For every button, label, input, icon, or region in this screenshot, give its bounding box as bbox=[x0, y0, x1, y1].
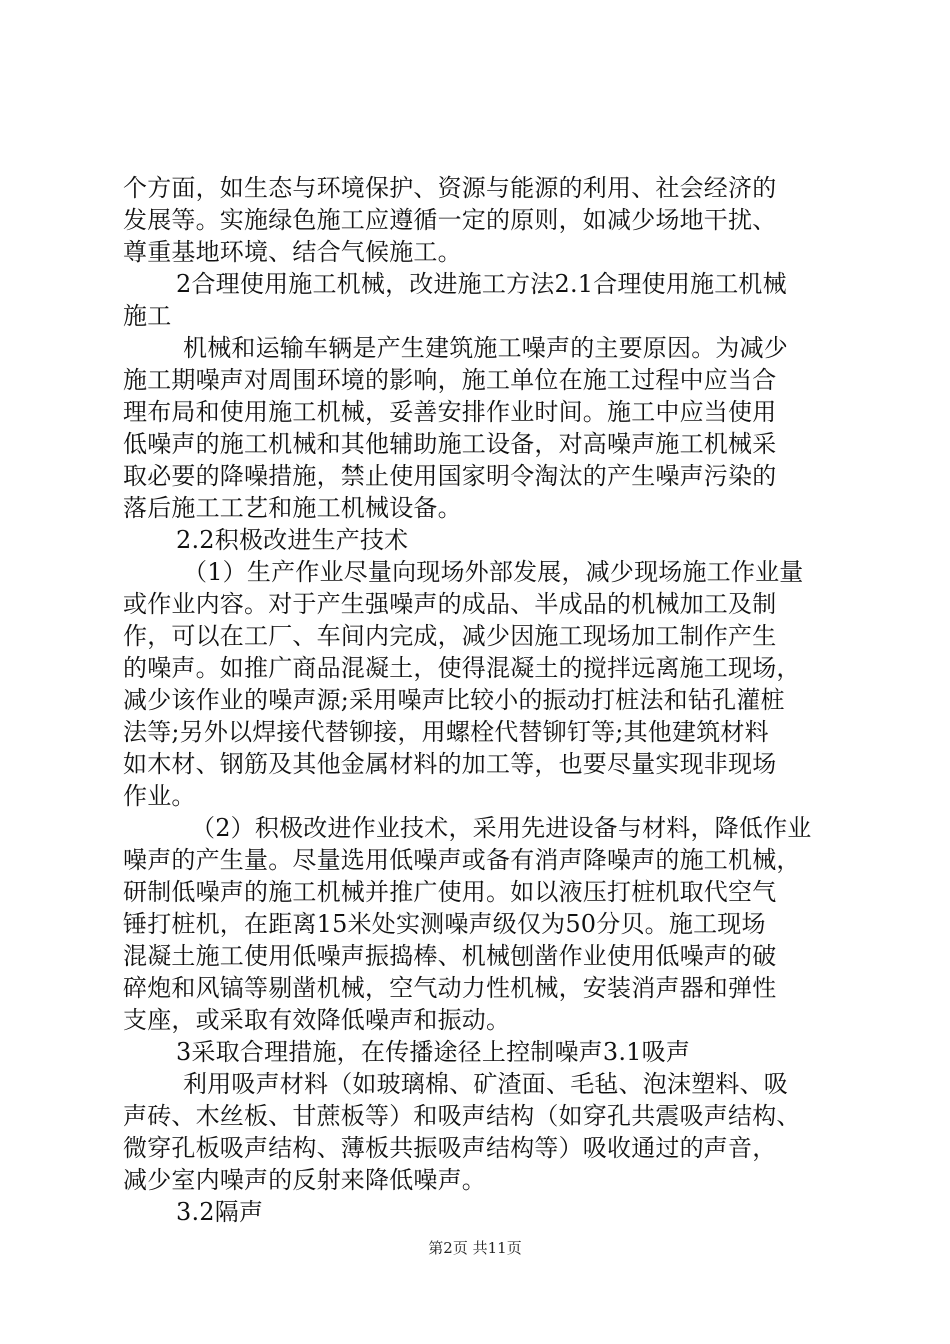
text-line: 声砖、木丝板、甘蔗板等）和吸声结构（如穿孔共震吸声结构、 bbox=[123, 1102, 801, 1130]
paragraph-start: （1）生产作业尽量向现场外部发展，减少现场施工作业量 bbox=[183, 558, 804, 586]
text-line: 如木材、钢筋及其他金属材料的加工等，也要尽量实现非现场 bbox=[123, 750, 777, 778]
page-number-label: 第2页 共11页 bbox=[428, 1239, 522, 1257]
text-line: 取必要的降噪措施，禁止使用国家明令淘汰的产生噪声污染的 bbox=[123, 462, 777, 490]
document-body bbox=[123, 172, 833, 1228]
section-heading: 3采取合理措施，在传播途径上控制噪声3.1吸声 bbox=[176, 1038, 691, 1066]
text-line: 个方面，如生态与环境保护、资源与能源的利用、社会经济的 bbox=[123, 174, 777, 202]
text-line: 或作业内容。对于产生强噪声的成品、半成品的机械加工及制 bbox=[123, 590, 777, 618]
text-line: 作，可以在工厂、车间内完成，减少因施工现场加工制作产生 bbox=[123, 622, 777, 650]
text-line: 碎炮和风镐等剔凿机械，空气动力性机械，安装消声器和弹性 bbox=[123, 974, 777, 1002]
text-line: 研制低噪声的施工机械并推广使用。如以液压打桩机取代空气 bbox=[123, 878, 777, 906]
text-line: 的噪声。如推广商品混凝土，使得混凝土的搅拌远离施工现场， bbox=[123, 654, 801, 682]
text-line: 减少室内噪声的反射来降低噪声。 bbox=[123, 1166, 486, 1194]
text-line: 混凝土施工使用低噪声振捣棒、机械刨凿作业使用低噪声的破 bbox=[123, 942, 777, 970]
text-line: 作业。 bbox=[123, 782, 196, 810]
text-line: 施工期噪声对周围环境的影响，施工单位在施工过程中应当合 bbox=[123, 366, 777, 394]
text-line: 低噪声的施工机械和其他辅助施工设备，对高噪声施工机械采 bbox=[123, 430, 777, 458]
text-line: 法等;另外以焊接代替铆接，用螺栓代替铆钉等;其他建筑材料 bbox=[123, 718, 769, 746]
paragraph-start: 利用吸声材料（如玻璃棉、矿渣面、毛毡、泡沫塑料、吸 bbox=[183, 1070, 788, 1098]
text-line: 支座，或采取有效降低噪声和振动。 bbox=[123, 1006, 511, 1034]
text-line: 理布局和使用施工机械，妥善安排作业时间。施工中应当使用 bbox=[123, 398, 777, 426]
text-line: 发展等。实施绿色施工应遵循一定的原则，如减少场地干扰、 bbox=[123, 206, 777, 234]
text-line: 噪声的产生量。尽量选用低噪声或备有消声降噪声的施工机械， bbox=[123, 846, 801, 874]
section-heading: 2合理使用施工机械，改进施工方法2.1合理使用施工机械 bbox=[176, 270, 787, 298]
text-line: 微穿孔板吸声结构、薄板共振吸声结构等）吸收通过的声音， bbox=[123, 1134, 777, 1162]
text-line: 尊重基地环境、结合气候施工。 bbox=[123, 238, 462, 266]
text-line: 落后施工工艺和施工机械设备。 bbox=[123, 494, 462, 522]
section-heading: 3.2隔声 bbox=[176, 1198, 264, 1226]
section-heading: 2.2积极改进生产技术 bbox=[176, 526, 409, 554]
paragraph-start: （2）积极改进作业技术，采用先进设备与材料，降低作业 bbox=[191, 814, 812, 842]
text-line: 减少该作业的噪声源;采用噪声比较小的振动打桩法和钻孔灌桩 bbox=[123, 686, 785, 714]
paragraph-start: 机械和运输车辆是产生建筑施工噪声的主要原因。为减少 bbox=[183, 334, 788, 362]
text-line: 施工 bbox=[123, 302, 172, 330]
text-line: 锤打桩机，在距离15米处实测噪声级仅为50分贝。施工现场 bbox=[123, 910, 766, 938]
page-footer bbox=[0, 1238, 950, 1258]
